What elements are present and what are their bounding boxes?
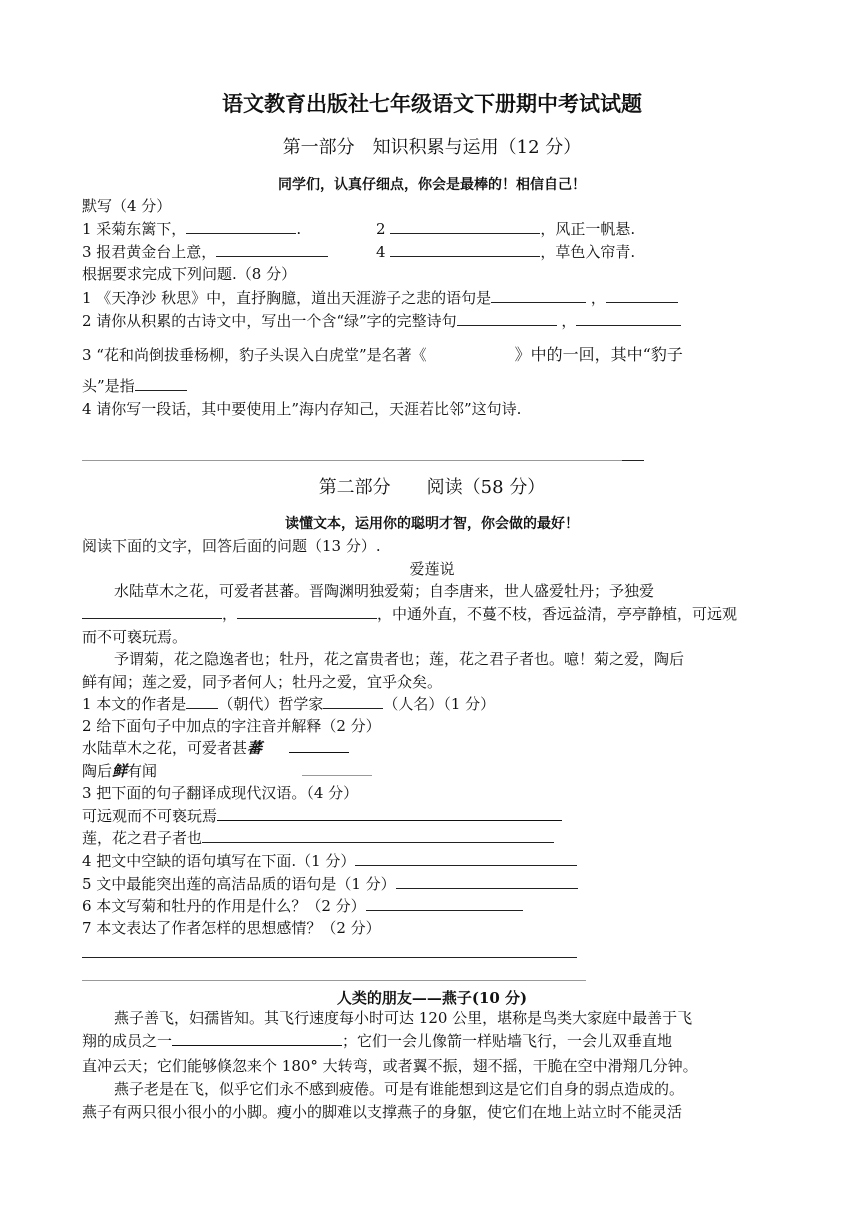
question-2: 2 请你从积累的古诗文中，写出一个含“绿”字的完整诗句 ， <box>82 311 681 331</box>
dictation-q1-text: 1 采菊东篱下， <box>82 220 187 238</box>
reading-q4-text: 4 把文中空缺的语句填写在下面.（1 分） <box>82 852 356 870</box>
article-p1-line2-a: 翔的成员之一 <box>82 1032 173 1050</box>
question-1: 1 《天净沙 秋思》中，直抒胸臆，道出天涯游子之悲的语句是 ， <box>82 288 678 308</box>
reading-q5-text: 5 文中最能突出莲的高洁品质的语句是（1 分） <box>82 875 396 893</box>
requirements-title: 根据要求完成下列问题.（8 分） <box>82 265 297 283</box>
dotted-char: 鲜 <box>112 762 128 780</box>
reading-q3-item1 <box>82 806 562 826</box>
article-p1-line2 <box>82 1031 672 1051</box>
answer-blank[interactable] <box>355 851 577 866</box>
reading-q5 <box>82 874 578 894</box>
essay-p2-line1: 予谓菊，花之隐逸者也；牡丹，花之富贵者也；莲，花之君子者也。噫！菊之爱，陶后 <box>114 650 685 668</box>
question-3-text-a: 3 “花和尚倒拔垂杨柳，豹子头误入白虎堂”是名著《 <box>82 346 427 364</box>
question-1-text: 1 《天净沙 秋思》中，直抒胸臆，道出天涯游子之悲的语句是 <box>82 289 492 307</box>
answer-blank[interactable] <box>186 694 218 709</box>
reading-q2-item1 <box>82 738 349 758</box>
reading-q3: 3 把下面的句子翻译成现代汉语。（4 分） <box>82 784 359 802</box>
question-3-cont <box>82 376 187 396</box>
question-3-text-c: 头”是指 <box>82 377 135 395</box>
essay-title: 爱莲说 <box>409 560 455 578</box>
part2-motto: 读懂文本，运用你的聪明才智，你会做的最好！ <box>285 516 579 532</box>
answer-line-end <box>622 460 644 461</box>
reading-q1-a: 1 本文的作者是 <box>82 695 187 713</box>
dictation-q3 <box>82 242 328 262</box>
dictation-q4-tail: ，草色入帘青. <box>540 243 636 261</box>
answer-blank[interactable] <box>216 242 328 257</box>
reading-q2: 2 给下面句子中加点的字注音并解释（2 分） <box>82 717 381 735</box>
answer-blank[interactable] <box>186 219 296 234</box>
answer-blank[interactable] <box>302 761 372 776</box>
answer-blank[interactable] <box>396 874 578 889</box>
article-p1-line1: 燕子善飞，妇孺皆知。其飞行速度每小时可达 120 公里，堪称是鸟类大家庭中最善于飞 <box>114 1009 693 1027</box>
answer-blank[interactable] <box>202 828 554 843</box>
reading-q6 <box>82 896 523 916</box>
answer-blank[interactable] <box>289 738 349 753</box>
article-p2-line2: 燕子有两只很小很小的小脚。瘦小的脚难以支撑燕子的身躯，使它们在地上站立时不能灵活 <box>82 1103 683 1121</box>
reading-q1 <box>82 694 495 714</box>
reading-q2-item2-c: 有闻 <box>127 762 158 780</box>
dictation-q2 <box>376 219 635 239</box>
dictation-q2-tail: ，风正一帆悬. <box>540 220 636 238</box>
question-4: 4 请你写一段话，其中要使用上”海内存知己，天涯若比邻”这句诗. <box>82 400 522 418</box>
dictation-q3-text: 3 报君黄金台上意， <box>82 243 217 261</box>
answer-blank[interactable] <box>366 896 523 911</box>
question-2-text: 2 请你从积累的古诗文中，写出一个含“绿”字的完整诗句 <box>82 312 457 330</box>
answer-line[interactable] <box>82 460 622 461</box>
exam-title: 语文教育出版社七年级语文下册期中考试试题 <box>222 91 642 116</box>
reading-q3-item2-text: 莲，花之君子者也 <box>82 829 203 847</box>
article-p1-line3: 直冲云天；它们能够倏忽来个 180° 大转弯，或者翼不振，翅不摇，干脆在空中滑翔几分钟。 <box>82 1057 698 1075</box>
reading-q3-item1-text: 可远观而不可亵玩焉 <box>82 807 218 825</box>
reading-q2-item2-a: 陶后 <box>82 762 113 780</box>
dictation-q2-num: 2 <box>376 220 386 238</box>
answer-line[interactable] <box>82 957 577 958</box>
reading-q2-item1-text: 水陆草木之花，可爱者甚 <box>82 739 248 757</box>
answer-blank[interactable] <box>606 288 678 303</box>
essay-p1-line2: ， ，中通外直，不蔓不枝，香远益清，亭亭静植，可远观 <box>82 604 737 624</box>
answer-blank[interactable] <box>457 311 557 326</box>
reading-q7: 7 本文表达了作者怎样的思想感情？（2 分） <box>82 919 381 937</box>
part2-heading: 第二部分 阅读（58 分） <box>318 477 546 498</box>
reading-q4 <box>82 851 577 871</box>
answer-blank[interactable] <box>323 694 383 709</box>
essay-p2-line2: 鲜有闻；莲之爱，同予者何人；牡丹之爱，宜乎众矣。 <box>82 673 443 691</box>
reading-q3-item2 <box>82 828 554 848</box>
essay-blank[interactable] <box>82 604 222 619</box>
question-3 <box>82 345 683 365</box>
reading-q6-text: 6 本文写菊和牡丹的作用是什么？（2 分） <box>82 897 366 915</box>
dictation-q4 <box>376 242 635 262</box>
answer-blank[interactable] <box>491 288 586 303</box>
question-3-text-b: 》中的一回，其中“豹子 <box>514 345 683 364</box>
answer-blank[interactable] <box>390 242 540 257</box>
answer-blank[interactable] <box>172 1031 342 1046</box>
dotted-char: 蕃 <box>247 739 263 757</box>
answer-blank[interactable] <box>576 311 681 326</box>
reading-q1-b: （朝代）哲学家 <box>218 695 324 713</box>
article-p2-line1: 燕子老是在飞，似乎它们永不感到疲倦。可是有谁能想到这是它们自身的弱点造成的。 <box>114 1080 685 1098</box>
essay-blank[interactable] <box>237 604 377 619</box>
dictation-title: 默写（4 分） <box>82 197 172 215</box>
answer-blank[interactable] <box>390 219 540 234</box>
reading-q1-c: （人名）（1 分） <box>383 695 496 713</box>
reading-intro: 阅读下面的文字，回答后面的问题（13 分）. <box>82 537 381 555</box>
essay-p1-line1: 水陆草木之花，可爱者甚蕃。晋陶渊明独爱菊；自李唐来，世人盛爱牡丹；予独爱 <box>114 582 655 600</box>
part1-motto: 同学们，认真仔细点，你会是最棒的！相信自己！ <box>278 177 586 193</box>
dictation-q4-num: 4 <box>376 243 386 261</box>
essay-p1-line2-text: ，中通外直，不蔓不枝，香远益清，亭亭静植，可远观 <box>377 605 738 623</box>
answer-blank[interactable] <box>217 806 562 821</box>
answer-blank[interactable] <box>135 376 187 391</box>
part1-heading: 第一部分 知识积累与运用（12 分） <box>282 137 582 158</box>
dictation-q1: 1 采菊东篱下， . <box>82 220 302 238</box>
essay-p1-line3: 而不可亵玩焉。 <box>82 628 188 646</box>
answer-line[interactable] <box>82 980 586 981</box>
article-title: 人类的朋友——燕子(10 分) <box>336 989 528 1007</box>
reading-q2-item2 <box>82 761 372 781</box>
article-p1-line2-b: ；它们一会儿像箭一样贴墙飞行，一会儿双垂直地 <box>342 1032 673 1050</box>
